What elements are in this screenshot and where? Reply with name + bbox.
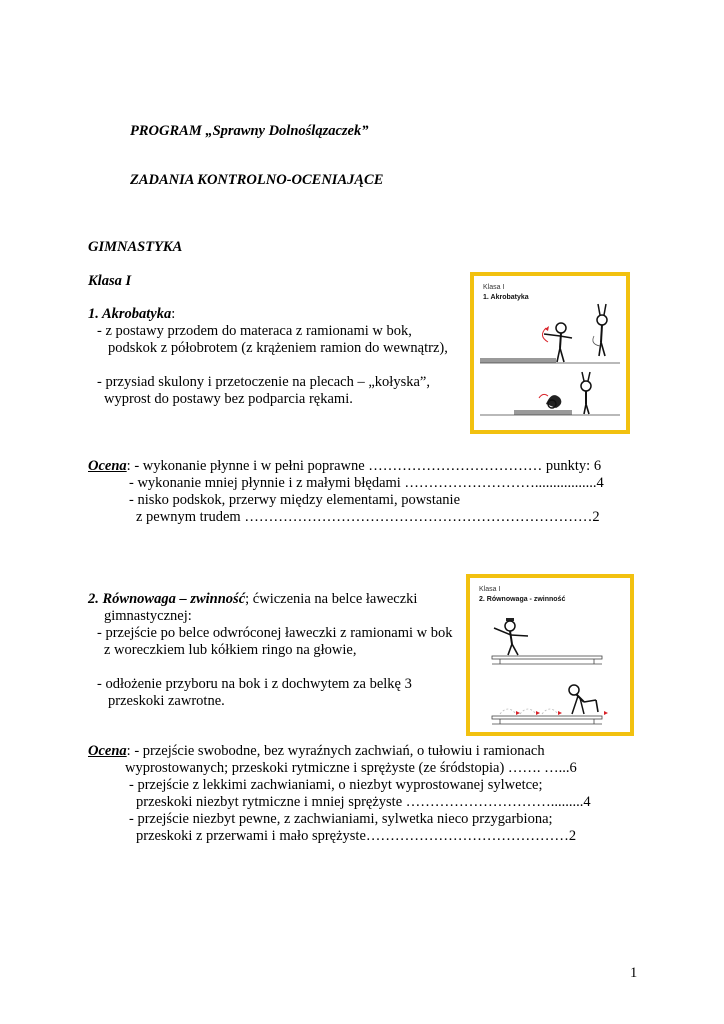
figure-akrobatyka <box>470 272 630 434</box>
figure1-class-label: Klasa I <box>483 284 505 291</box>
task1-title: 1. Akrobatyka <box>88 306 172 322</box>
task2-line-1: gimnastycznej: <box>104 608 192 624</box>
task2-ocena-colon: : <box>126 743 131 759</box>
task2-ocena-line-1 <box>88 742 545 760</box>
task1-heading <box>88 305 175 323</box>
class-heading: Klasa I <box>88 273 132 289</box>
task2-ocena-text-1: - przejście swobodne, bez wyraźnych zachwiań, o tułowiu i ramionach <box>130 743 545 759</box>
figure2-class-label: Klasa I <box>479 586 501 593</box>
task2-line-3: z woreczkiem lub kółkiem ringo na głowie, <box>104 642 357 658</box>
task2-ocena-line-6: przeskoki z przerwami i mało sprężyste……………………………………2 <box>136 828 577 844</box>
task1-ocena-line-2: - wykonanie mniej płynnie i z małymi błędami ……………………….................4 <box>129 475 604 491</box>
task2-title: 2. Równowaga – zwinność <box>88 591 246 607</box>
task2-ocena-label: Ocena <box>88 743 127 759</box>
task1-ocena-line-4: z pewnym trudem ………………………………………………………………2 <box>136 509 600 525</box>
figure-rownowaga <box>466 574 634 736</box>
task1-line-3: - przysiad skulony i przetoczenie na plecach – „kołyska”, <box>97 374 430 390</box>
task1-ocena-colon: : <box>126 458 131 474</box>
task2-ocena-line-5: - przejście niezbyt pewne, z zachwianiami, sylwetka nieco przygarbiona; <box>129 811 553 827</box>
task1-ocena-line-1 <box>88 457 601 475</box>
section-heading: GIMNASTYKA <box>88 239 183 255</box>
figure2-title: 2. Równowaga - zwinność <box>479 596 566 603</box>
task1-line-1: - z postawy przodem do materaca z ramionami w bok, <box>97 323 412 339</box>
task1-line-4: wyprost do postawy bez podparcia rękami. <box>104 391 353 407</box>
figure1-illustration <box>474 276 626 430</box>
task2-ocena-line-4: przeskoki niezbyt rytmiczne i mniej sprężyste ………………………….........4 <box>136 794 591 810</box>
figure2-illustration <box>470 578 630 732</box>
page-subtitle: ZADANIA KONTROLNO-OCENIAJĄCE <box>130 172 384 188</box>
task2-ocena-line-3: - przejście z lekkimi zachwianiami, o niezbyt wyprostowanej sylwetce; <box>129 777 543 793</box>
task2-heading <box>88 590 417 608</box>
task1-line-2: podskok z półobrotem (z krążeniem ramion do wewnątrz), <box>108 340 448 356</box>
task1-ocena-text-1: - wykonanie płynne i w pełni poprawne ……………………………… punkty: 6 <box>130 458 602 474</box>
program-title: PROGRAM „Sprawny Dolnoślązaczek” <box>130 123 369 139</box>
task2-ocena-line-2: wyprostowanych; przeskoki rytmiczne i sprężyste (ze śródstopia) ……. …...6 <box>125 760 577 776</box>
task2-line-5: przeskoki zawrotne. <box>108 693 225 709</box>
task2-line-2: - przejście po belce odwróconej ławeczki z ramionami w bok <box>97 625 453 641</box>
task2-title-suffix: ; ćwiczenia na belce ławeczki <box>245 591 418 607</box>
page-number: 1 <box>630 965 638 981</box>
task1-title-suffix: : <box>171 306 176 322</box>
figure1-title: 1. Akrobatyka <box>483 294 529 301</box>
task2-line-4: - odłożenie przyboru na bok i z dochwytem za belkę 3 <box>97 676 412 692</box>
task1-ocena-label: Ocena <box>88 458 127 474</box>
task1-ocena-line-3: - nisko podskok, przerwy między elementami, powstanie <box>129 492 461 508</box>
